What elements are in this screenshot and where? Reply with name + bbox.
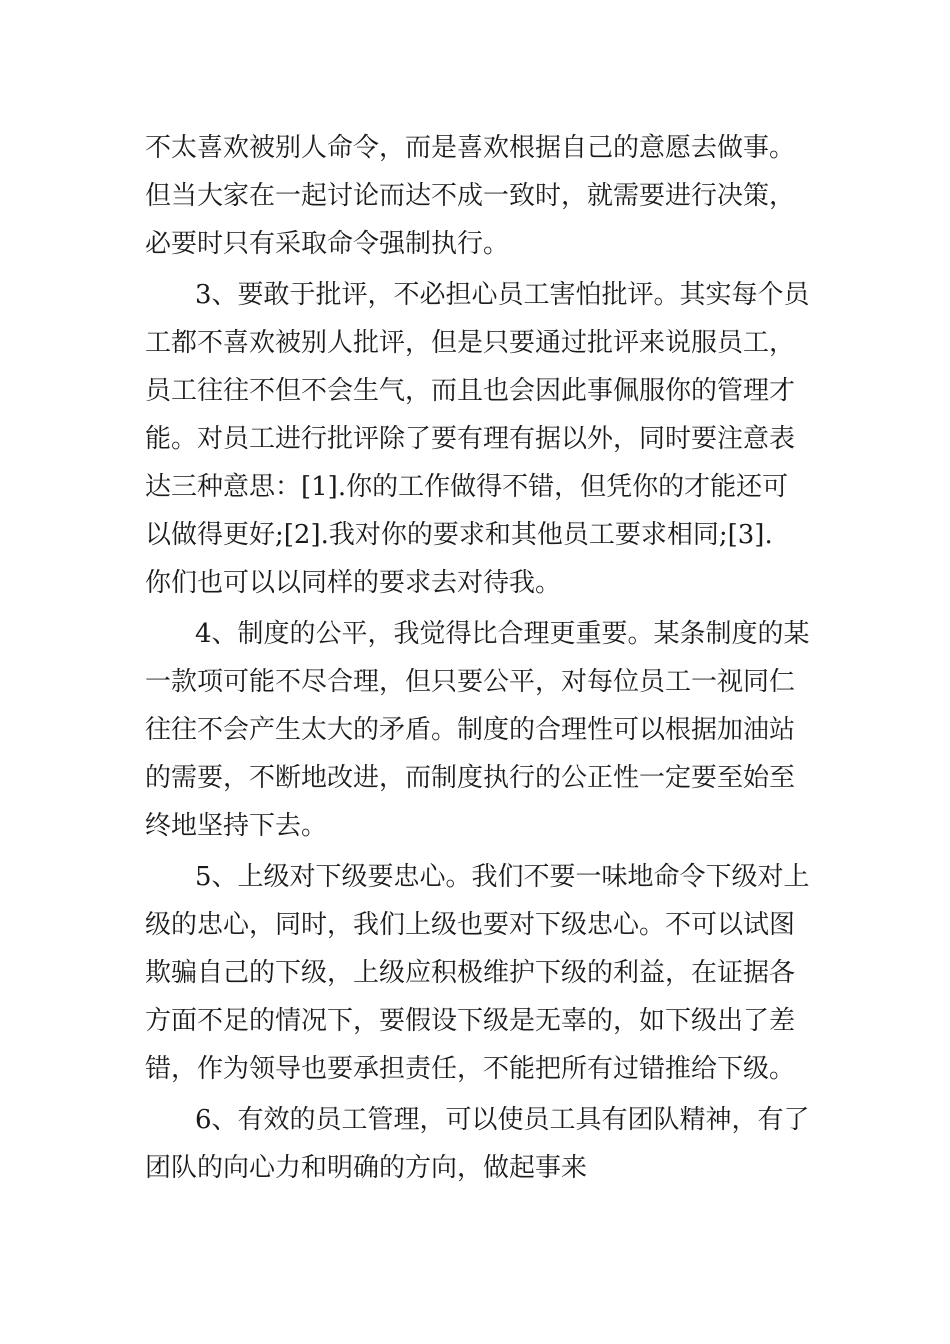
- text-line: 你们也可以以同样的要求去对待我。: [145, 568, 562, 598]
- text-line: 必要时只有采取命令强制执行。: [145, 229, 510, 259]
- text-line: 6、有效的员工管理，可以使员工具有团队精神，有了: [195, 1105, 810, 1135]
- document-body: [145, 124, 810, 1192]
- text-line: 但当大家在一起讨论而达不成一致时，就需要进行决策，: [145, 181, 796, 211]
- text-line: 方面不足的情况下，要假设下级是无辜的，如下级出了差: [145, 1006, 796, 1036]
- paragraph-item-6: [145, 1096, 810, 1192]
- text-line: 的需要，不断地改进，而制度执行的公正性一定要至始至: [145, 763, 796, 793]
- paragraph-continuation: [145, 124, 807, 268]
- paragraph-item-3: [145, 271, 810, 607]
- text-line: 达三种意思：[1].你的工作做得不错，但凭你的才能还可: [145, 472, 789, 502]
- text-line: 错，作为领导也要承担责任，不能把所有过错推给下级。: [145, 1054, 796, 1084]
- text-line: 往往不会产生太大的矛盾。制度的合理性可以根据加油站: [145, 715, 796, 745]
- text-line: 4、制度的公平，我觉得比合理更重要。某条制度的某: [195, 619, 810, 649]
- text-line: 团队的向心力和明确的方向，做起事来: [145, 1153, 588, 1183]
- text-line: 一款项可能不尽合理，但只要公平，对每位员工一视同仁: [145, 667, 796, 697]
- text-line: 5、上级对下级要忠心。我们不要一味地命令下级对上: [195, 862, 810, 892]
- paragraph-item-5: [145, 853, 810, 1093]
- text-line: 欺骗自己的下级，上级应积极维护下级的利益，在证据各: [145, 958, 796, 988]
- text-line: 不太喜欢被别人命令，而是喜欢根据自己的意愿去做事。: [145, 133, 796, 163]
- text-line: 级的忠心，同时，我们上级也要对下级忠心。不可以试图: [145, 910, 796, 940]
- text-line: 终地坚持下去。: [145, 811, 328, 841]
- text-line: 以做得更好;[2].我对你的要求和其他员工要求相同;[3].: [145, 520, 773, 550]
- text-line: 能。对员工进行批评除了要有理有据以外，同时要注意表: [145, 424, 796, 454]
- paragraph-item-4: [145, 610, 810, 850]
- text-line: 3、要敢于批评，不必担心员工害怕批评。其实每个员: [195, 280, 810, 310]
- text-line: 工都不喜欢被别人批评，但是只要通过批评来说服员工，: [145, 328, 796, 358]
- text-line: 员工往往不但不会生气，而且也会因此事佩服你的管理才: [145, 376, 796, 406]
